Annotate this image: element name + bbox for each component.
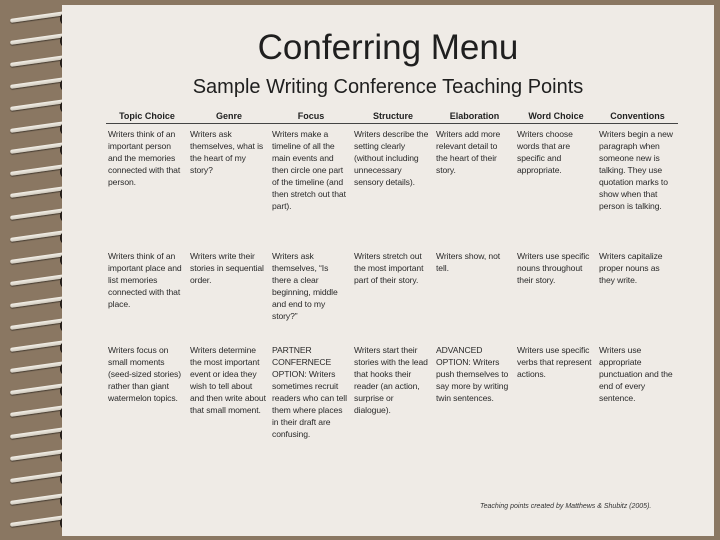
table-cell: ADVANCED OPTION: Writers push themselves to say more by writing twin sentences. <box>436 345 509 403</box>
table-cell: Writers write their stories in sequential order. <box>190 251 264 285</box>
table-cell: Writers think of an important person and the memories connected with that person. <box>108 129 181 187</box>
attribution-note: Teaching points created by Matthews & Shubitz (2005). <box>480 503 652 510</box>
page-subtitle: Sample Writing Conference Teaching Points <box>192 76 584 98</box>
table-cell: Writers use specific nouns throughout their story. <box>517 251 590 285</box>
column-header-focus: Focus <box>270 110 352 124</box>
table-cell: Writers ask themselves, “Is there a clear beginning, middle and end to my story?” <box>272 251 338 321</box>
table-cell: PARTNER CONFERNECE OPTION: Writers sometimes recruit readers who can tell them where places in their draft are confusing. <box>272 345 347 439</box>
table-cell: Writers stretch out the most important part of their story. <box>354 251 424 285</box>
table-row <box>106 340 678 474</box>
table-cell: Writers use specific verbs that represent actions. <box>517 345 592 379</box>
column-header-topic-choice: Topic Choice <box>106 110 188 124</box>
column-header-genre: Genre <box>188 110 270 124</box>
page-title: Conferring Menu <box>257 28 519 67</box>
table-cell: Writers show, not tell. <box>436 251 501 273</box>
table-row <box>106 124 678 247</box>
table-cell: Writers choose words that are specific and appropriate. <box>517 129 573 175</box>
table-cell: Writers make a timeline of all the main events and then circle one part of the timeline (and then stretch out that part). <box>272 129 346 211</box>
column-header-word-choice: Word Choice <box>515 110 597 124</box>
table-cell: Writers describe the setting clearly (without including unnecessary sensory details). <box>354 129 429 187</box>
table-row <box>106 246 678 340</box>
table-cell: Writers focus on small moments (seed-sized stories) rather than giant watermelon topics. <box>108 345 181 403</box>
column-header-conventions: Conventions <box>597 110 678 124</box>
table-header-row <box>106 110 678 124</box>
table-cell: Writers start their stories with the lead that hooks their reader (an action, surprise or dialogue). <box>354 345 428 415</box>
column-header-elaboration: Elaboration <box>434 110 515 124</box>
table-cell: Writers determine the most important event or idea they wish to tell about and then write about that small moment. <box>190 345 266 415</box>
table-cell: Writers ask themselves, what is the heart of my story? <box>190 129 264 175</box>
table-cell: Writers add more relevant detail to the heart of their story. <box>436 129 501 175</box>
table-cell: Writers begin a new paragraph when someone new is talking. They use quotation marks to show when that person is talking. <box>599 129 673 211</box>
conference-table <box>106 110 678 474</box>
column-header-structure: Structure <box>352 110 434 124</box>
table-cell: Writers think of an important place and list memories connected with that place. <box>108 251 182 309</box>
table-cell: Writers use appropriate punctuation and the end of every sentence. <box>599 345 673 403</box>
table-cell: Writers capitalize proper nouns as they write. <box>599 251 663 285</box>
